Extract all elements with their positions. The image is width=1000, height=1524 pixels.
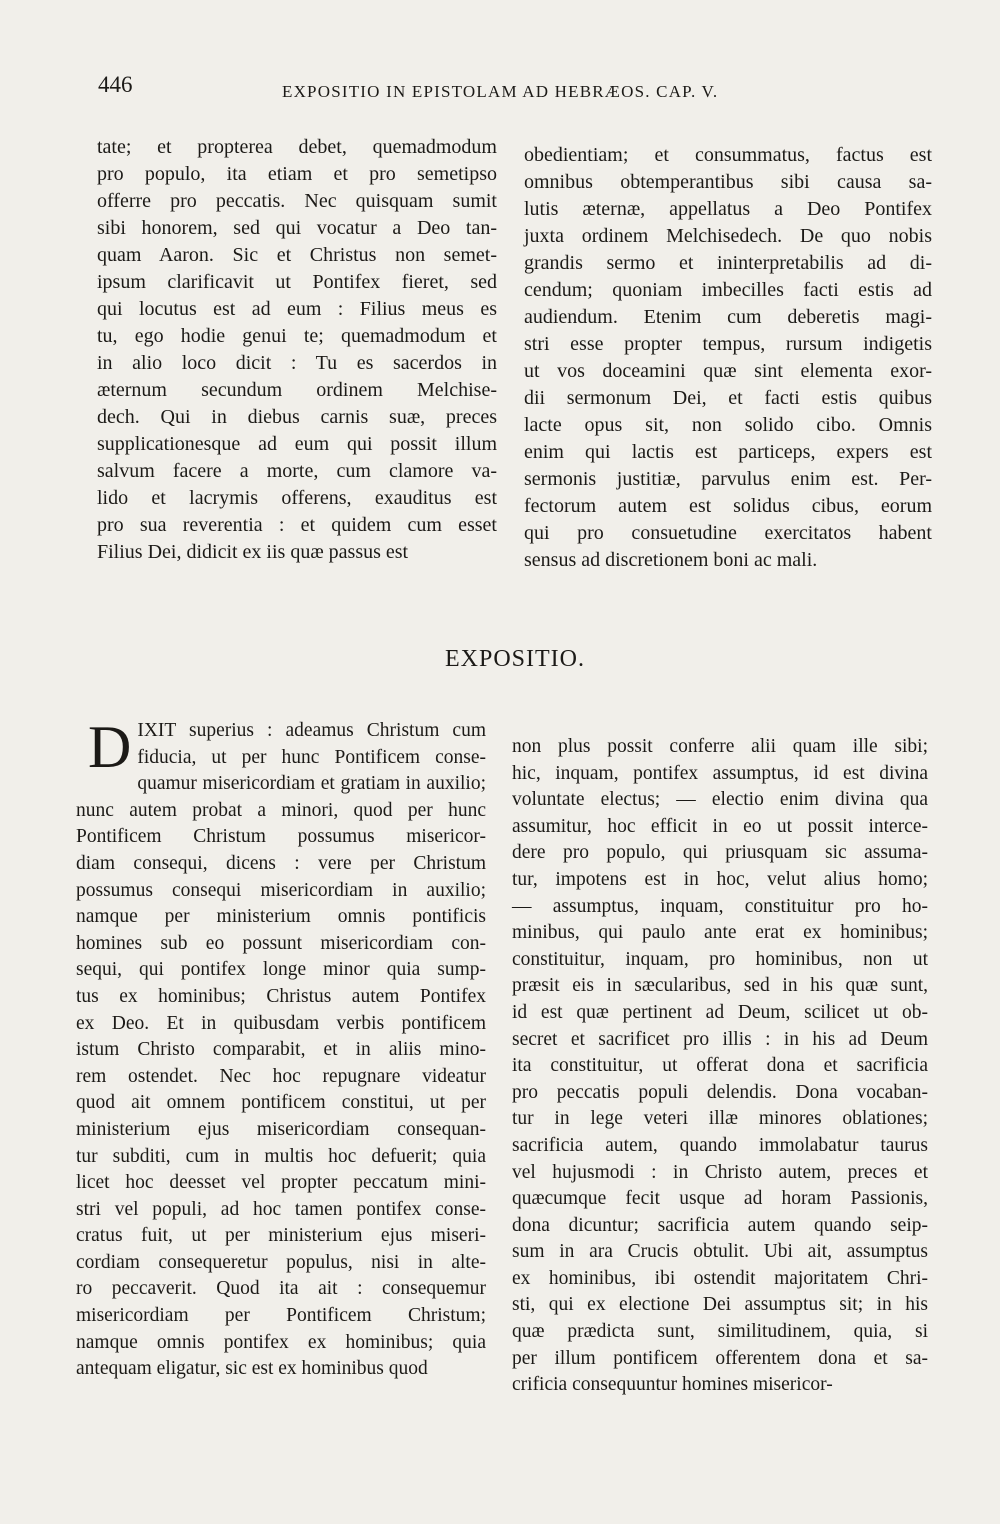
text-line: secret et sacrificet pro illis : in his ad Deum bbox=[512, 1028, 928, 1050]
exposition-column-right bbox=[512, 734, 928, 1399]
text-line: sibi honorem, sed qui vocatur a Deo tan- bbox=[97, 217, 497, 239]
text-line: sensus ad discretionem boni ac mali. bbox=[524, 549, 818, 571]
text-line: voluntate electus; — electio enim divina qua bbox=[512, 789, 928, 811]
text-line: homines sub eo possunt misericordiam con- bbox=[76, 932, 486, 954]
text-line: supplicationesque ad eum qui possit illum bbox=[97, 433, 497, 455]
text-line: audiendum. Etenim cum deberetis magi- bbox=[524, 306, 932, 328]
text-line: cratus fuit, ut per ministerium ejus miseri- bbox=[76, 1225, 486, 1247]
text-line: pro populo, ita etiam et pro semetipso bbox=[97, 163, 497, 185]
text-line: ex Deo. Et in quibusdam verbis pontificem bbox=[76, 1012, 486, 1034]
text-line: ministerium ejus misericordiam consequan- bbox=[76, 1118, 486, 1140]
text-line: misericordiam per Pontificem Christum; bbox=[76, 1305, 486, 1327]
text-line: cendum; quoniam imbecilles facti estis ad bbox=[524, 279, 932, 301]
text-line: salvum facere a morte, cum clamore va- bbox=[97, 460, 497, 482]
page-number: 446 bbox=[98, 72, 133, 97]
text-line: constituitur, inquam, pro hominibus, non ut bbox=[512, 948, 928, 970]
text-line: namque per ministerium omnis pontificis bbox=[76, 906, 486, 928]
text-line: — assumptus, inquam, constituitur pro ho- bbox=[512, 895, 928, 917]
drop-cap: D bbox=[88, 714, 132, 780]
text-line: dona dicuntur; sacrificia autem quando seip- bbox=[512, 1214, 928, 1236]
text-line: Filius Dei, didicit ex iis quæ passus est bbox=[97, 541, 409, 563]
text-line: possumus consequi misericordiam in auxilio; bbox=[76, 879, 486, 901]
text-line: offerre pro peccatis. Nec quisquam sumit bbox=[97, 190, 497, 212]
text-line: antequam eligatur, sic est ex hominibus quod bbox=[76, 1358, 428, 1380]
text-line: IXIT superius : adeamus Christum cum bbox=[137, 720, 486, 741]
text-line: fiducia, ut per hunc Pontificem conse- bbox=[137, 746, 486, 768]
text-line: sum in ara Crucis obtulit. Ubi ait, assumptus bbox=[512, 1241, 928, 1263]
text-line: vel hujusmodi : in Christo autem, preces et bbox=[512, 1161, 928, 1183]
text-line: præsit eis in sæcularibus, sed in his quæ sunt, bbox=[512, 975, 928, 997]
text-line: lutis æternæ, appellatus a Deo Pontifex bbox=[524, 198, 932, 220]
text-line: dere pro populo, qui priusquam sic assuma- bbox=[512, 842, 928, 864]
text-line: non plus possit conferre alii quam ille sibi; bbox=[512, 736, 928, 757]
text-column-right bbox=[524, 142, 932, 574]
text-line: hic, inquam, pontifex assumptus, id est divina bbox=[512, 762, 928, 784]
text-line: lacte opus sit, non solido cibo. Omnis bbox=[524, 414, 932, 436]
text-line: stri vel populi, ad hoc tamen pontifex conse- bbox=[76, 1198, 486, 1220]
exposition-left-lines bbox=[76, 714, 486, 1383]
text-line: istum Christo comparabit, et in aliis mino- bbox=[76, 1039, 486, 1061]
text-line: dech. Qui in diebus carnis suæ, preces bbox=[97, 406, 497, 428]
text-line: Pontificem Christum possumus misericor- bbox=[76, 826, 486, 848]
text-line: nunc autem probat a minori, quod per hunc bbox=[76, 799, 486, 821]
text-line: quamur misericordiam et gratiam in auxilio; bbox=[137, 773, 486, 795]
text-line: ex hominibus, ibi ostendit majoritatem Chri- bbox=[512, 1267, 928, 1289]
text-line: sequi, qui pontifex longe minor quia sump- bbox=[76, 959, 486, 981]
text-line: tate; et propterea debet, quemadmodum bbox=[97, 136, 497, 158]
text-line: enim qui lactis est particeps, expers est bbox=[524, 441, 932, 463]
text-line: fectorum autem est solidus cibus, eorum bbox=[524, 495, 932, 517]
section-title: EXPOSITIO. bbox=[445, 646, 585, 672]
text-line: in alio loco dicit : Tu es sacerdos in bbox=[97, 352, 497, 374]
text-line: rem ostendet. Nec hoc repugnare videatur bbox=[76, 1065, 486, 1087]
running-title: EXPOSITIO IN EPISTOLAM AD HEBRÆOS. CAP. V. bbox=[282, 82, 719, 101]
text-line: sacrificia autem, quando immolabatur taurus bbox=[512, 1134, 928, 1156]
text-line: stri esse propter tempus, rursum indigetis bbox=[524, 333, 932, 355]
text-line: sermonis justitiæ, parvulus enim est. Per- bbox=[524, 468, 932, 490]
text-line: quæ prædicta sunt, similitudinem, quia, si bbox=[512, 1321, 928, 1343]
text-line: qui locutus est ad eum : Filius meus es bbox=[97, 298, 497, 320]
text-line: pro peccatis populi delendis. Dona vocaban- bbox=[512, 1081, 928, 1103]
text-line: cordiam consequeretur populus, nisi in alte- bbox=[76, 1251, 486, 1273]
text-line: ut vos doceamini quæ sint elementa exor- bbox=[524, 360, 932, 382]
text-line: lido et lacrymis offerens, exauditus est bbox=[97, 487, 497, 509]
text-line: namque omnis pontifex ex hominibus; quia bbox=[76, 1331, 486, 1353]
text-line: diam consequi, dicens : vere per Christum bbox=[76, 852, 486, 874]
text-line: licet hoc deesset vel propter peccatum mini- bbox=[76, 1172, 486, 1194]
text-line: obedientiam; et consummatus, factus est bbox=[524, 144, 932, 166]
text-line: id est quæ pertinent ad Deum, scilicet ut ob- bbox=[512, 1001, 928, 1023]
text-line: quam Aaron. Sic et Christus non semet- bbox=[97, 244, 497, 266]
text-line: omnibus obtemperantibus sibi causa sa- bbox=[524, 171, 932, 193]
text-line: crificia consequuntur homines misericor- bbox=[512, 1374, 833, 1396]
text-line: pro sua reverentia : et quidem cum esset bbox=[97, 514, 497, 536]
text-line: tus ex hominibus; Christus autem Pontifex bbox=[76, 985, 486, 1007]
text-line: ita constituitur, ut offerat dona et sacrificia bbox=[512, 1055, 928, 1077]
text-line: tur in lege veteri illæ minores oblationes; bbox=[512, 1108, 928, 1130]
text-line: quæcumque fecit usque ad horam Passionis, bbox=[512, 1188, 928, 1210]
text-line: minibus, qui paulo ante erat ex hominibus; bbox=[512, 922, 928, 944]
text-line: tur, impotens est in hoc, velut alius homo; bbox=[512, 868, 928, 890]
text-line: per illum pontificem offerentem dona et sa- bbox=[512, 1347, 928, 1369]
text-line: tu, ego hodie genui te; quemadmodum et bbox=[97, 325, 497, 347]
exposition-column-left bbox=[76, 714, 486, 1383]
text-line: ro peccaverit. Quod ita ait : consequemur bbox=[76, 1278, 486, 1300]
text-line: quod ait omnem pontificem constitui, ut per bbox=[76, 1092, 486, 1114]
text-line: grandis sermo et ininterpretabilis ad di- bbox=[524, 252, 932, 274]
text-line: sti, qui ex electione Dei assumptus sit; in his bbox=[512, 1294, 928, 1316]
text-line: tur subditi, cum in multis hoc defuerit; quia bbox=[76, 1145, 486, 1167]
text-line: assumitur, hoc efficit in eo ut possit interce- bbox=[512, 815, 928, 837]
text-line: juxta ordinem Melchisedech. De quo nobis bbox=[524, 225, 932, 247]
text-line: ipsum clarificavit ut Pontifex fieret, sed bbox=[97, 271, 497, 293]
text-line: æternum secundum ordinem Melchise- bbox=[97, 379, 497, 401]
text-column-left bbox=[97, 134, 497, 566]
text-line: qui pro consuetudine exercitatos habent bbox=[524, 522, 932, 544]
text-line: dii sermonum Dei, et facti estis quibus bbox=[524, 387, 932, 409]
